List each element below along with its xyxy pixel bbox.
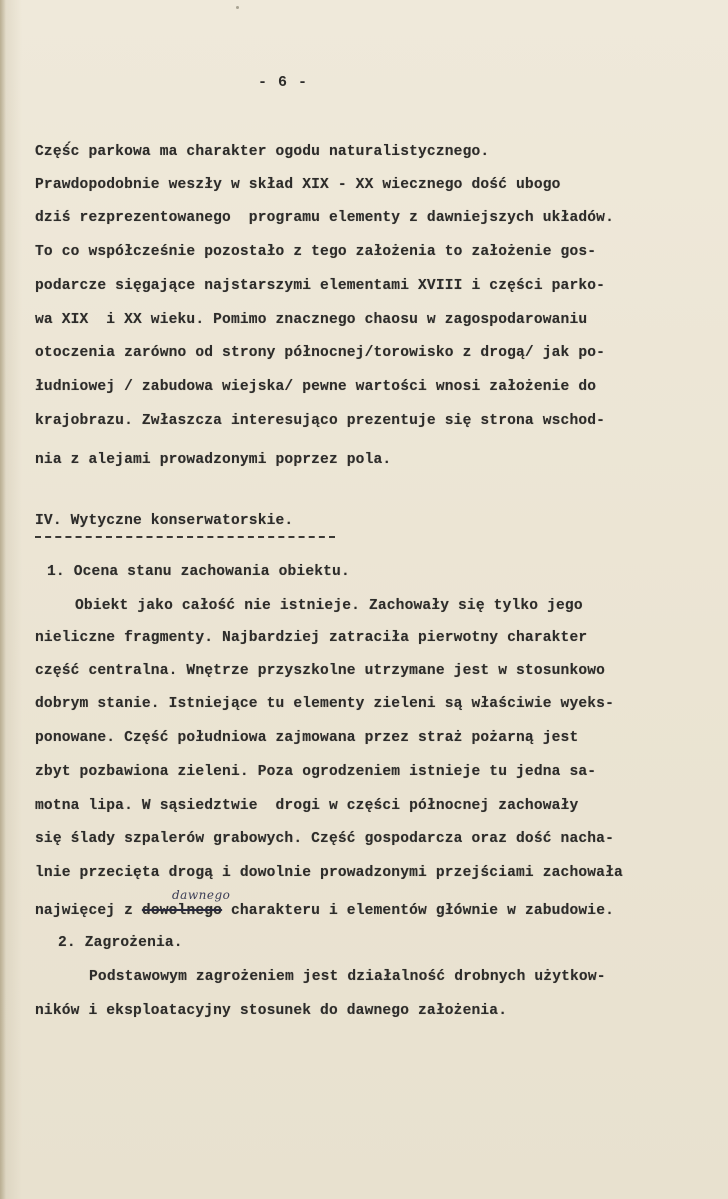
text-line: Częś́c parkowa ma charakter ogodu naturalistycznego. (35, 144, 490, 160)
text-line: motna lipa. W sąsiedztwie drogi w części północnej zachowały (35, 798, 579, 814)
text-line: nieliczne fragmenty. Najbardziej zatraciła pierwotny charakter (35, 630, 588, 646)
text-line: Podstawowym zagrożeniem jest działalność drobnych użytkow- (89, 969, 606, 985)
corrected-text-line (35, 902, 614, 920)
struck-word: dowolnego (141, 903, 223, 919)
text-fragment: charakteru i elementów głównie w zabudowie. (222, 903, 615, 919)
page-number: - 6 - (258, 74, 309, 91)
text-line: wa XIX i XX wieku. Pomimo znacznego chaosu w zagospodarowaniu (35, 312, 588, 328)
text-fragment: najwięcej z (35, 903, 142, 919)
text-line: ponowane. Część południowa zajmowana przez straż pożarną jest (35, 730, 579, 746)
paper-edge-shadow (0, 0, 6, 1199)
text-line: otoczenia zarówno od strony północnej/torowisko z drogą/ jak po- (35, 345, 606, 361)
section-heading: IV. Wytyczne konserwatorskie. (35, 513, 294, 529)
subsection-title: 2. Zagrożenia. (58, 935, 183, 951)
paper-speck (236, 6, 239, 9)
text-line: podarcze sięgające najstarszymi elementami XVIII i części parko- (35, 278, 606, 294)
text-line: Obiekt jako całość nie istnieje. Zachowały się tylko jego (75, 598, 583, 614)
text-line: część centralna. Wnętrze przyszkolne utrzymane jest w stosunkowo (35, 663, 606, 679)
handwritten-correction: dawnego (172, 888, 231, 902)
text-line: nia z alejami prowadzonymi poprzez pola. (35, 452, 392, 468)
subsection-title: 1. Ocena stanu zachowania obiektu. (47, 564, 350, 580)
text-line: dobrym stanie. Istniejące tu elementy zieleni są właściwie wyeks- (35, 696, 614, 712)
text-line: się ślady szpalerów grabowych. Część gospodarcza oraz dość nacha- (35, 831, 614, 847)
text-line: Prawdopodobnie weszły w skład XIX - XX wiecznego dość ubogo (35, 177, 561, 193)
text-line: dziś rezprezentowanego programu elementy z dawniejszych układów. (35, 210, 614, 226)
heading-underline (35, 536, 335, 538)
text-line: To co współcześnie pozostało z tego założenia to założenie gos- (35, 244, 597, 260)
text-line: ników i eksploatacyjny stosunek do dawnego założenia. (35, 1003, 508, 1019)
text-line: łudniowej / zabudowa wiejska/ pewne wartości wnosi założenie do (35, 379, 597, 395)
text-line: zbyt pozbawiona zieleni. Poza ogrodzeniem istnieje tu jedna sa- (35, 764, 597, 780)
text-line: krajobrazu. Zwłaszcza interesująco prezentuje się strona wschod- (35, 413, 606, 429)
text-line: lnie przecięta drogą i dowolnie prowadzonymi przejściami zachowała (35, 865, 623, 881)
